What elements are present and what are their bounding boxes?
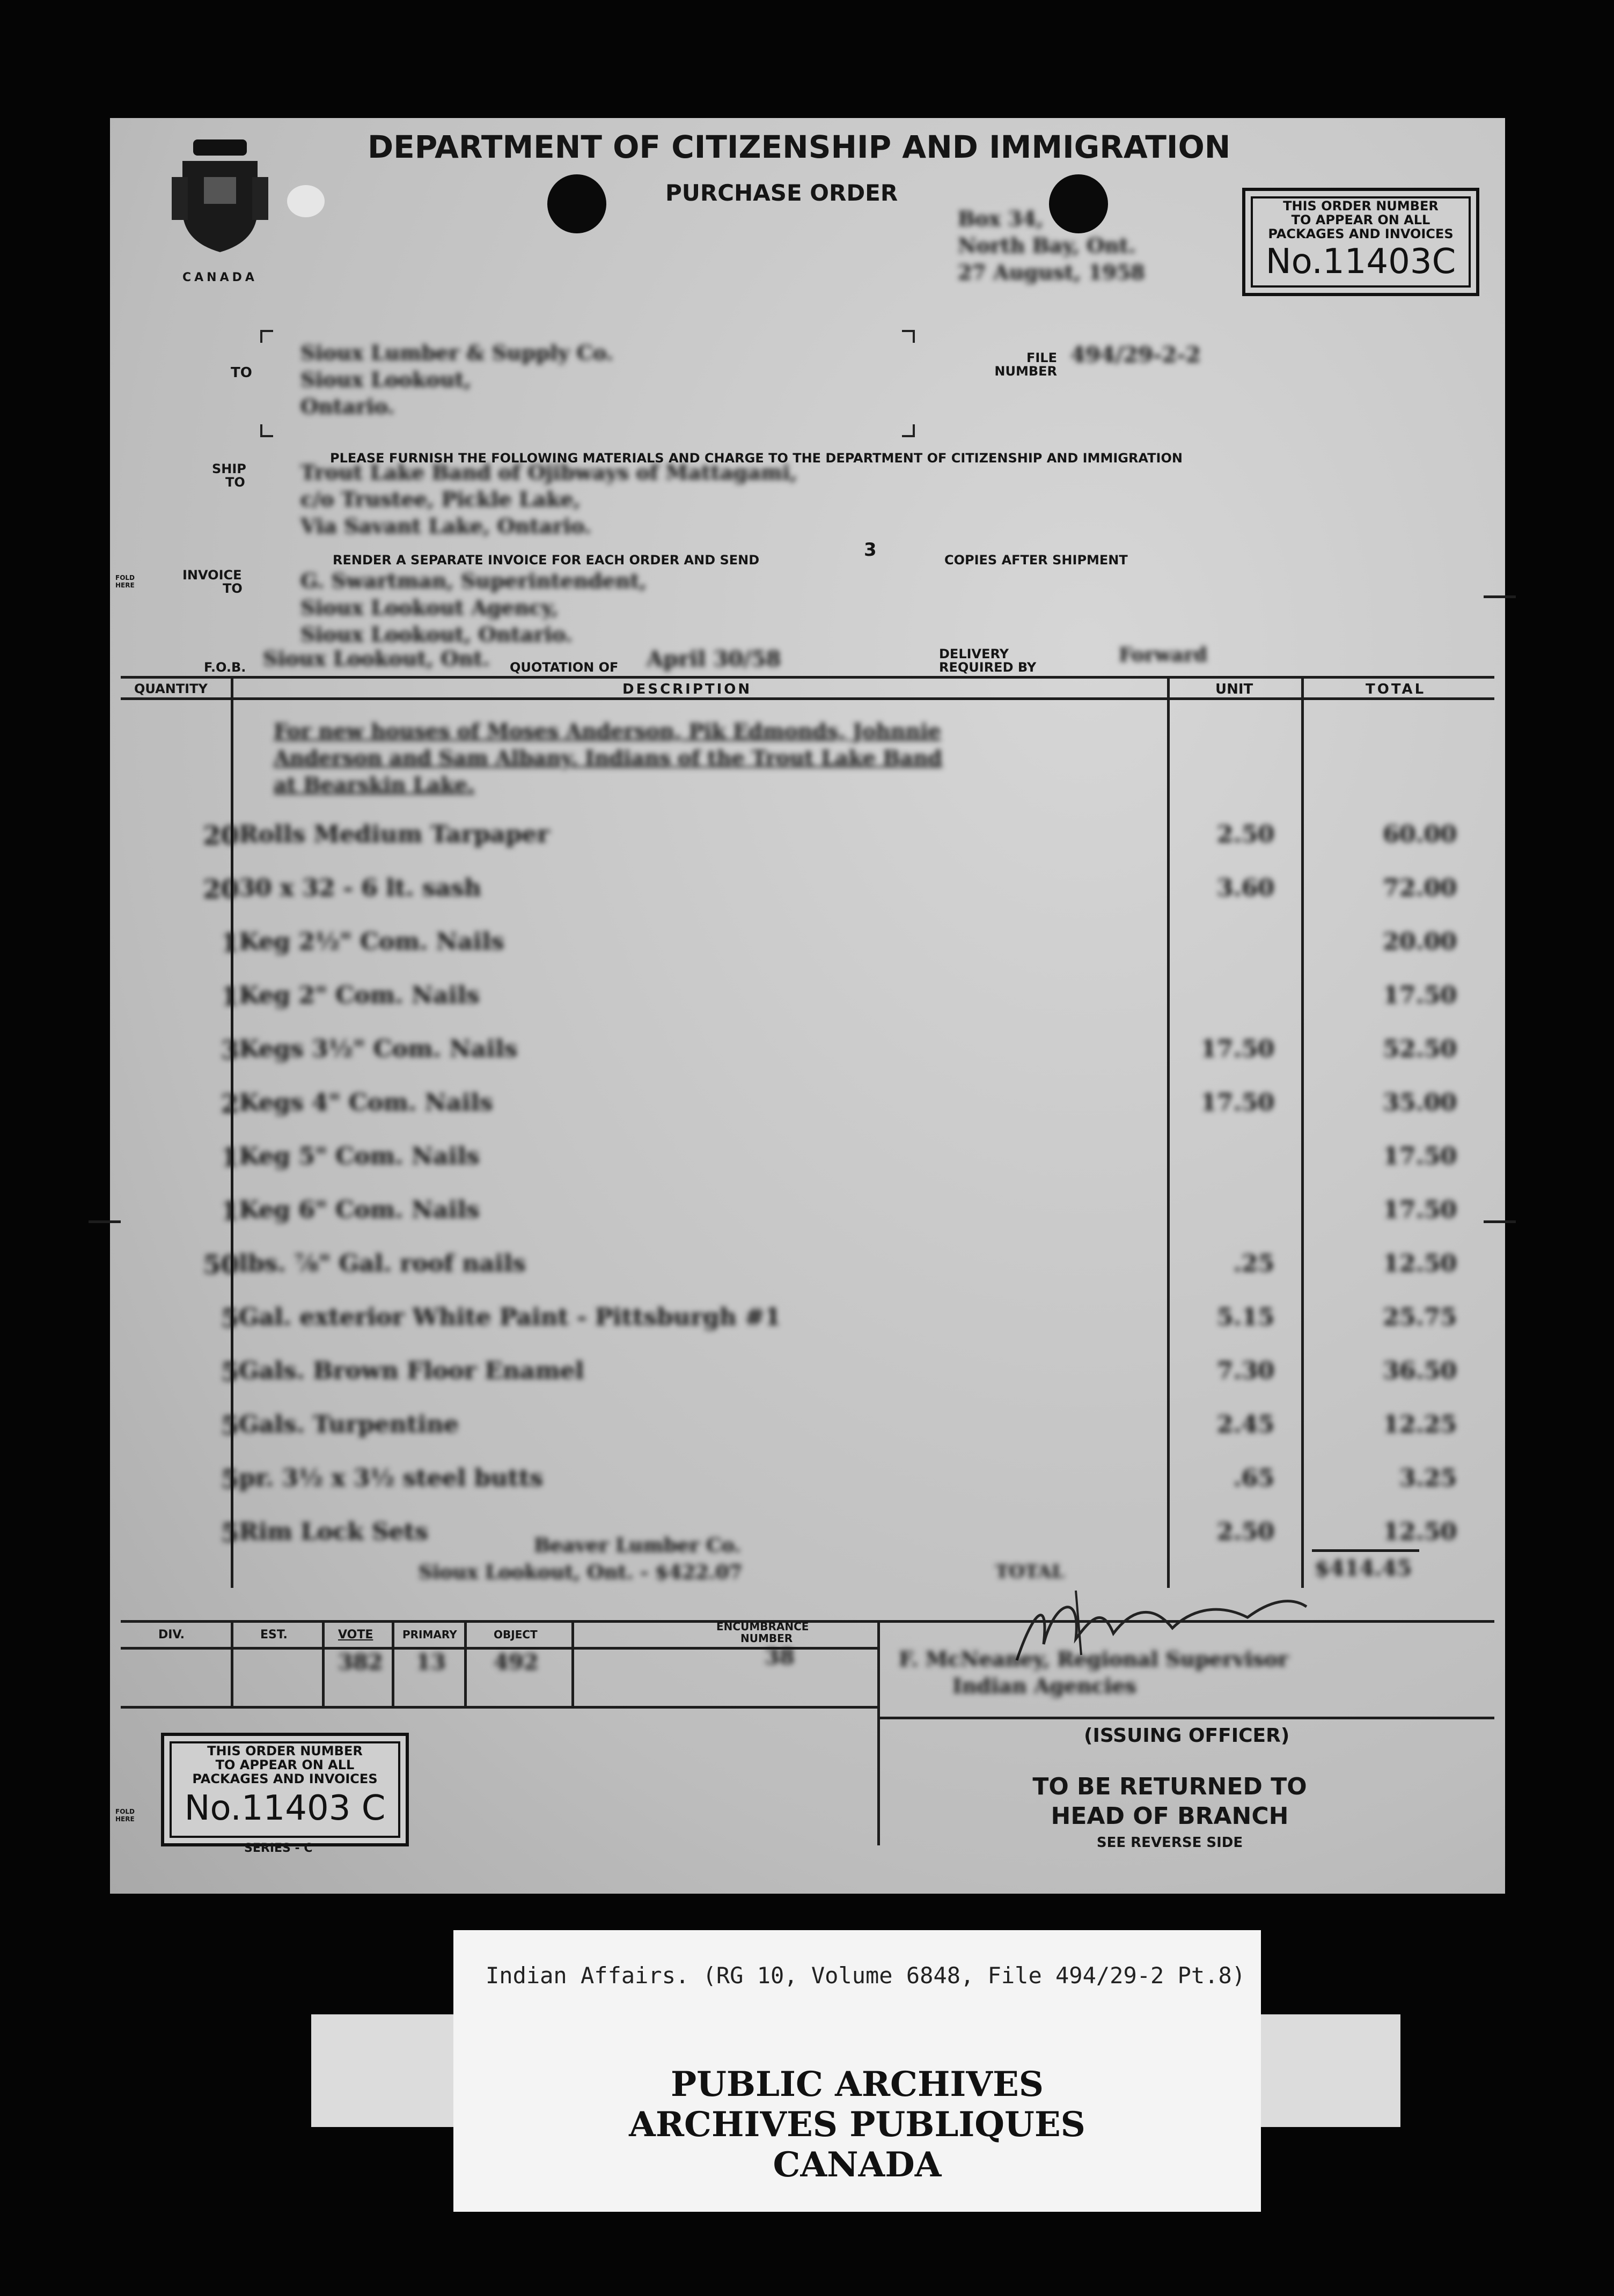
punch-hole [1049, 174, 1108, 233]
total-label: TOTAL [995, 1561, 1065, 1583]
coat-of-arms-icon [172, 139, 268, 257]
return-note: TO BE RETURNED TO [1032, 1773, 1307, 1800]
row-total: 25.75 [1383, 1304, 1457, 1331]
order-number-box-bottom [161, 1733, 409, 1846]
margin-tick [1484, 1220, 1516, 1223]
row-unit: 7.30 [1216, 1357, 1274, 1385]
ship-to-label: SHIP [212, 461, 246, 476]
row-quantity: 20 [203, 821, 239, 851]
vendor-address-line: Sioux Lookout, [300, 367, 472, 392]
vendor-address-line: Ontario. [300, 394, 395, 418]
order-number: No.11403C [1265, 242, 1456, 282]
officer-name: F. McNeaney, Regional Supervisor [899, 1647, 1289, 1671]
invoice-instruction: COPIES AFTER SHIPMENT [944, 553, 1128, 568]
table-top-rule [121, 676, 1494, 679]
order-box-line: TO APPEAR ON ALL [215, 1757, 355, 1772]
row-unit: 2.50 [1216, 821, 1274, 848]
row-unit: .65 [1233, 1465, 1274, 1492]
signature-rule [877, 1717, 1494, 1719]
order-box-line: PACKAGES AND INVOICES [192, 1771, 378, 1786]
row-description: Keg 6" Com. Nails [239, 1196, 480, 1224]
ship-to-line: c/o Trustee, Pickle Lake, [300, 487, 581, 511]
row-total: 60.00 [1383, 821, 1457, 848]
fob-label: F.O.B. [204, 660, 246, 675]
row-total: 12.50 [1383, 1250, 1457, 1277]
coding-divider [392, 1620, 394, 1706]
row-quantity: 5 [221, 1411, 239, 1441]
row-description: Gal. exterior White Paint - Pittsburgh #1 [239, 1304, 781, 1331]
description-header: DESCRIPTION [622, 681, 752, 697]
file-label: FILE [1026, 350, 1057, 365]
country-label: CANADA [182, 271, 258, 284]
object-header: OBJECT [494, 1628, 538, 1641]
row-description: pr. 3½ x 3½ steel butts [239, 1465, 544, 1492]
ship-to-label: TO [225, 475, 245, 490]
archive-country: CANADA [773, 2145, 942, 2185]
row-description: Keg 2½" Com. Nails [239, 928, 504, 955]
ship-to-line: Via Savant Lake, Ontario. [300, 514, 591, 538]
order-number-box [1242, 188, 1479, 296]
order-box-line: THIS ORDER NUMBER [1283, 198, 1439, 214]
row-unit: 17.50 [1200, 1035, 1274, 1063]
primary-header: PRIMARY [402, 1628, 457, 1641]
tear-mark [287, 185, 325, 217]
purchase-order-sheet [110, 118, 1505, 1894]
row-unit: 5.15 [1216, 1304, 1274, 1331]
invoice-copies: 3 [864, 539, 877, 561]
row-description: Keg 2" Com. Nails [239, 982, 480, 1009]
row-total: 3.25 [1399, 1465, 1457, 1492]
invoice-to-line: Sioux Lookout Agency, [300, 595, 559, 620]
issuing-officer-label: (ISSUING OFFICER) [1084, 1725, 1290, 1747]
order-number-bottom: No.11403 C [184, 1789, 386, 1828]
total-header: TOTAL [1366, 681, 1426, 697]
row-total: 17.50 [1383, 1196, 1457, 1224]
fold-here-label: FOLD HERE [115, 1808, 135, 1823]
invoice-instruction: RENDER A SEPARATE INVOICE FOR EACH ORDER AND SEND [333, 553, 760, 568]
to-label: TO [231, 365, 252, 381]
coding-divider [877, 1620, 880, 1845]
delivery-label: REQUIRED BY [939, 660, 1037, 675]
div-header: DIV. [158, 1628, 185, 1642]
row-description: Gals. Brown Floor Enamel [239, 1357, 584, 1385]
invoice-to-line: Sioux Lookout, Ontario. [300, 622, 573, 646]
row-quantity: 1 [221, 928, 239, 958]
row-unit: 17.50 [1200, 1089, 1274, 1116]
row-total: 12.25 [1383, 1411, 1457, 1438]
vote-header: VOTE [338, 1628, 373, 1642]
encumbrance-header: ENCUMBRANCE [716, 1620, 809, 1633]
row-description: Keg 5" Com. Nails [239, 1143, 480, 1170]
row-quantity: 3 [221, 1035, 239, 1065]
row-total: 35.00 [1383, 1089, 1457, 1116]
grand-total: $414.45 [1315, 1556, 1412, 1581]
ship-instruction: PLEASE FURNISH THE FOLLOWING MATERIALS AND CHARGE TO THE DEPARTMENT OF CITIZENSHIP AND IMMIGRATION [330, 451, 1183, 466]
total-rule [1312, 1549, 1419, 1552]
department-title: DEPARTMENT OF CITIZENSHIP AND IMMIGRATION [368, 129, 1231, 165]
table-column-divider [231, 676, 233, 1588]
order-box-line: PACKAGES AND INVOICES [1268, 226, 1454, 241]
row-total: 12.50 [1383, 1518, 1457, 1546]
coding-divider [322, 1620, 325, 1706]
archive-tab-right [1253, 2014, 1400, 2127]
vote-value: 382 [338, 1650, 383, 1675]
fob-value: Sioux Lookout, Ont. [263, 646, 490, 671]
location-line: North Bay, Ont. [958, 233, 1136, 257]
archive-label-card [453, 1930, 1261, 2212]
file-number: 494/29-2-2 [1070, 342, 1201, 367]
row-total: 17.50 [1383, 1143, 1457, 1170]
row-quantity: 5 [221, 1304, 239, 1334]
margin-tick [89, 1220, 121, 1223]
order-box-line: TO APPEAR ON ALL [1291, 212, 1430, 227]
coding-divider [464, 1620, 467, 1706]
row-description: Kegs 3½" Com. Nails [239, 1035, 518, 1063]
row-quantity: 1 [221, 1196, 239, 1226]
row-quantity: 1 [221, 982, 239, 1012]
unit-header: UNIT [1215, 681, 1253, 697]
vendor-name: Sioux Lumber & Supply Co. [300, 341, 613, 365]
row-total: 20.00 [1383, 928, 1457, 955]
return-note: HEAD OF BRANCH [1051, 1802, 1289, 1830]
encumbrance-header: NUMBER [740, 1632, 793, 1645]
row-quantity: 50 [203, 1250, 239, 1280]
table-column-divider [1167, 676, 1170, 1588]
order-date: 27 August, 1958 [958, 260, 1145, 284]
row-unit: .25 [1233, 1250, 1274, 1277]
archive-title: ARCHIVES PUBLIQUES [629, 2104, 1085, 2145]
est-header: EST. [260, 1628, 288, 1642]
punch-hole [547, 174, 606, 233]
return-note: SEE REVERSE SIDE [1096, 1835, 1243, 1851]
row-quantity: 2 [221, 1089, 239, 1119]
archive-reference: Indian Affairs. (RG 10, Volume 6848, File 494/29-2 Pt.8) [486, 1962, 1246, 1989]
invoice-to-line: G. Swartman, Superintendent, [300, 569, 647, 593]
order-box-line: THIS ORDER NUMBER [207, 1743, 363, 1758]
invoice-to-label: TO [223, 581, 243, 596]
location-line: Box 34, [958, 207, 1044, 231]
intro-line: For new houses of Moses Anderson, Pik Edmonds, Johnnie [274, 719, 941, 743]
file-label: NUMBER [994, 364, 1057, 379]
form-title: PURCHASE ORDER [665, 180, 898, 206]
intro-line: at Bearskin Lake. [274, 772, 475, 797]
primary-value: 13 [416, 1650, 446, 1675]
supplier-note: Sioux Lookout, Ont. - $422.07 [419, 1561, 743, 1584]
row-description: Rim Lock Sets [239, 1518, 428, 1546]
coding-divider [231, 1620, 233, 1706]
coding-divider [571, 1620, 574, 1706]
row-description: 30 x 32 - 6 lt. sash [239, 874, 481, 902]
encumbrance-value: 38 [765, 1644, 795, 1669]
coding-bottom-rule [121, 1706, 877, 1709]
row-unit: 2.45 [1216, 1411, 1274, 1438]
object-value: 492 [494, 1650, 539, 1675]
archive-tab-left [311, 2014, 459, 2127]
table-header-rule [121, 697, 1494, 700]
delivery-value: Forward [1119, 644, 1208, 666]
fold-here-label: FOLD HERE [115, 574, 135, 589]
row-description: lbs. ⅞" Gal. roof nails [239, 1250, 526, 1277]
row-total: 52.50 [1383, 1035, 1457, 1063]
row-total: 72.00 [1383, 874, 1457, 902]
row-quantity: 20 [203, 874, 239, 904]
row-quantity: 5 [221, 1518, 239, 1548]
officer-title: Indian Agencies [952, 1674, 1136, 1698]
ship-to-line: Trout Lake Band of Ojibways of Mattagami, [300, 460, 797, 484]
supplier-note: Beaver Lumber Co. [534, 1534, 741, 1557]
row-unit: 2.50 [1216, 1518, 1274, 1546]
row-description: Rolls Medium Tarpaper [239, 821, 549, 848]
quantity-header: QUANTITY [134, 681, 208, 696]
row-quantity: 1 [221, 1143, 239, 1173]
delivery-label: DELIVERY [939, 646, 1009, 661]
quotation-value: April 30/58 [647, 646, 781, 672]
quotation-label: QUOTATION OF [510, 660, 619, 675]
table-column-divider [1301, 676, 1304, 1588]
archive-title: PUBLIC ARCHIVES [670, 2064, 1044, 2104]
row-quantity: 5 [221, 1465, 239, 1495]
intro-line: Anderson and Sam Albany. Indians of the Trout Lake Band [274, 746, 943, 770]
row-unit: 3.60 [1216, 874, 1274, 902]
row-total: 36.50 [1383, 1357, 1457, 1385]
row-quantity: 5 [221, 1357, 239, 1387]
row-description: Gals. Turpentine [239, 1411, 459, 1438]
row-description: Kegs 4" Com. Nails [239, 1089, 493, 1116]
margin-tick [1484, 595, 1516, 598]
row-total: 17.50 [1383, 982, 1457, 1009]
series-label: SERIES - C [244, 1842, 313, 1855]
invoice-to-label: INVOICE [182, 568, 242, 583]
